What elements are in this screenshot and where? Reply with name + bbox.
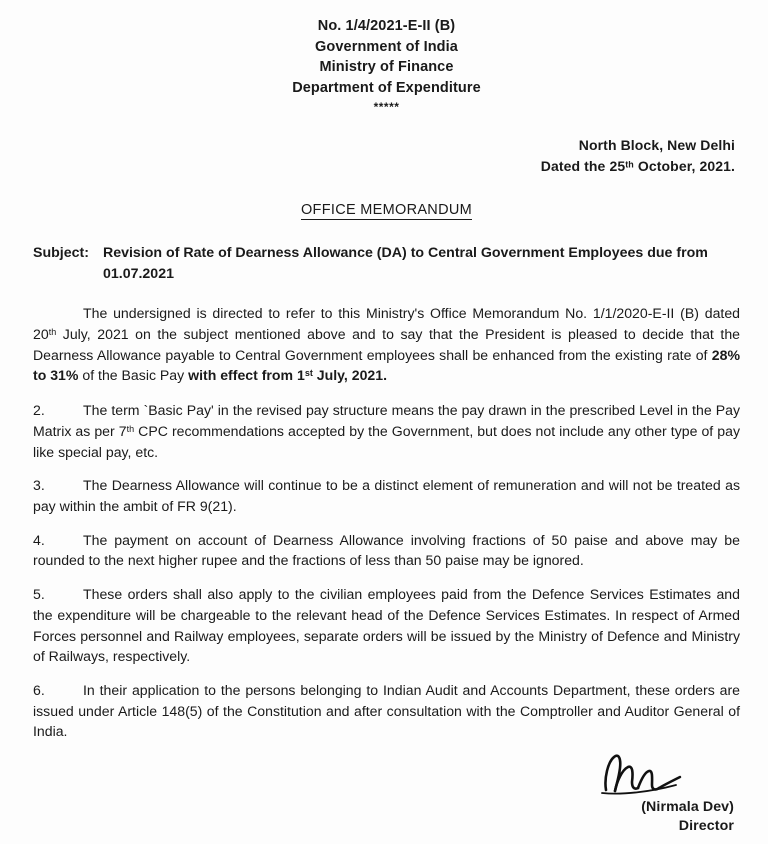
para-5-text: These orders shall also apply to the civilian employees paid from the Defence Services Estimates and the expenditure will be chargeable to the relevant head of the Defence Services Estimates. In respect of Armed Forces personnel and Railway employees, separate orders will be issued by the Ministry of Defence and Ministry of Railways, respectively. bbox=[33, 586, 740, 665]
signatory-name: (Nirmala Dev) bbox=[641, 799, 734, 815]
asterisk-separator: ***** bbox=[373, 100, 400, 115]
para-1-segment-2: July, 2021 on the subject mentioned above and to say that the President is pleased to decide that the Dearness Allowance payable to Central Government employees shall be enhanced from the existing rate of bbox=[33, 326, 740, 363]
subject-line-2: 01.07.2021 bbox=[102, 266, 174, 283]
document-title-container bbox=[33, 201, 740, 220]
place-date-block bbox=[33, 135, 740, 177]
date-month-year: October, 2021. bbox=[637, 158, 735, 175]
para-1-superscript-1: th bbox=[48, 327, 57, 338]
signature-block bbox=[510, 752, 740, 837]
paragraph-5 bbox=[33, 584, 740, 667]
file-number: No. 1/4/2021-E-II (B) bbox=[317, 18, 456, 34]
subject-text bbox=[103, 243, 740, 285]
page-title: OFFICE MEMORANDUM bbox=[300, 202, 473, 219]
date-day-suffix: th bbox=[625, 159, 634, 170]
paragraph-3 bbox=[33, 475, 740, 516]
para-5-number: 5. bbox=[33, 586, 45, 603]
paragraph-4 bbox=[33, 530, 740, 571]
date-day: 25 bbox=[609, 158, 626, 175]
handwritten-signature-icon bbox=[510, 752, 740, 796]
para-1-bold-date: July, 2021. bbox=[312, 367, 388, 384]
date-line bbox=[33, 156, 735, 177]
para-1-bold-rate: 28% to 31% bbox=[33, 346, 740, 384]
para-4-text: The payment on account of Dearness Allowance involving fractions of 50 paise and above may be rounded to the next higher rupee and the fractions of less than 50 paise may be ignored. bbox=[33, 531, 740, 569]
para-1-bold-effect: with effect from 1 bbox=[188, 367, 305, 384]
para-2-segment-1: The term `Basic Pay' in the revised pay structure means the pay drawn in the prescribed Level in the Pay Matrix as per 7 bbox=[33, 402, 740, 439]
subject-block bbox=[33, 243, 740, 285]
subject-line-1: Revision of Rate of Dearness Allowance (DA) to Central Government Employees due from bbox=[102, 245, 708, 262]
document-body bbox=[33, 303, 740, 742]
para-1-superscript-2: st bbox=[304, 368, 313, 379]
para-2-number: 2. bbox=[33, 402, 45, 419]
paragraph-1 bbox=[33, 303, 740, 386]
para-3-text: The Dearness Allowance will continue to be a distinct element of remuneration and will not be treated as pay within the ambit of FR 9(21). bbox=[33, 477, 740, 514]
department-name: Department of Expenditure bbox=[292, 79, 481, 96]
para-1-segment-3: of the Basic Pay bbox=[78, 367, 189, 384]
para-3-number: 3. bbox=[33, 477, 45, 494]
paragraph-2 bbox=[33, 400, 740, 462]
place-line: North Block, New Delhi bbox=[578, 137, 735, 154]
government-name: Government of India bbox=[315, 38, 458, 55]
document-content bbox=[33, 0, 740, 755]
para-2-segment-2: CPC recommendations accepted by the Government, but does not include any other type of pay like special pay, etc. bbox=[33, 422, 740, 460]
para-4-number: 4. bbox=[33, 531, 45, 548]
para-6-number: 6. bbox=[33, 681, 45, 698]
letterhead bbox=[33, 0, 740, 116]
paragraph-6 bbox=[33, 680, 740, 742]
signatory-designation: Director bbox=[678, 818, 734, 835]
para-6-text: In their application to the persons belonging to Indian Audit and Accounts Department, these orders are issued under Article 148(5) of the Constitution and after consultation with the Comptroller and Auditor General of India. bbox=[33, 681, 740, 740]
ministry-name: Ministry of Finance bbox=[319, 59, 454, 76]
para-1-segment-1: The undersigned is directed to refer to this Ministry's Office Memorandum No. 1/1/2020-E-II (B) dated 20 bbox=[33, 305, 740, 343]
subject-label: Subject: bbox=[33, 245, 89, 262]
para-2-superscript: th bbox=[126, 424, 135, 435]
dated-prefix: Dated the bbox=[540, 158, 606, 175]
